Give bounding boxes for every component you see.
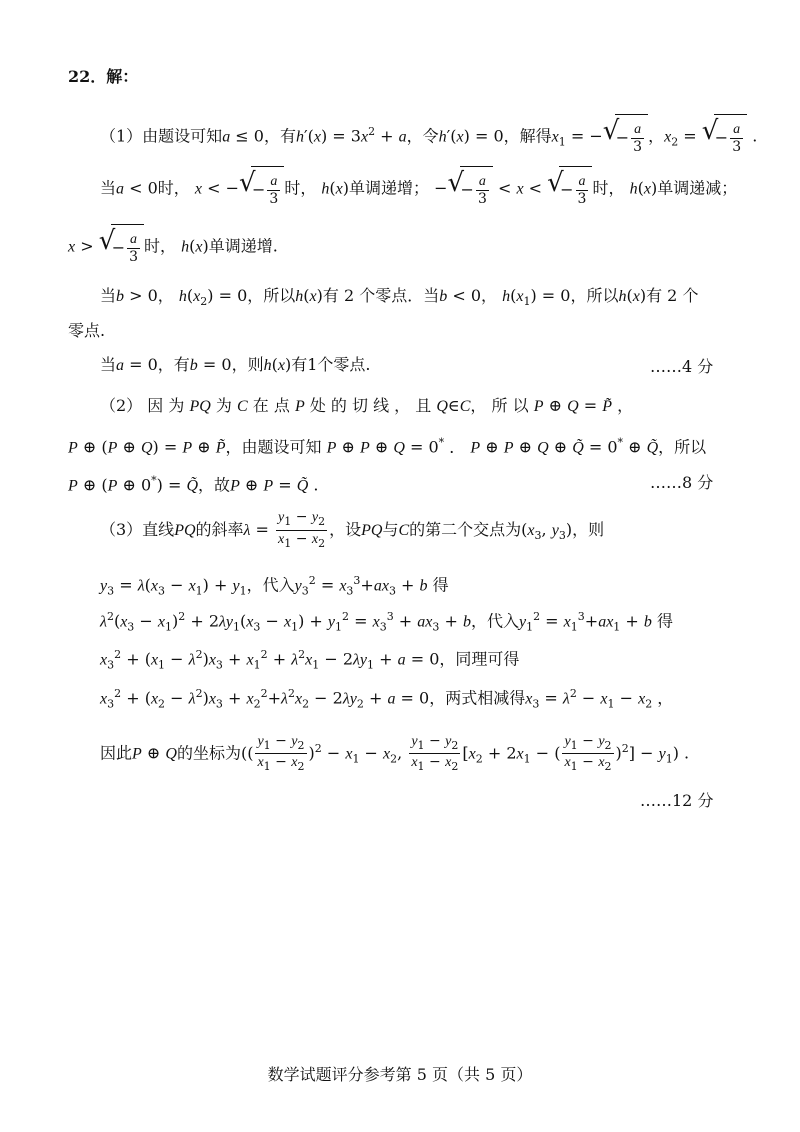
part3-line5: $x_3^2 + (x_2 - \lambda^2)x_3 + x_2^2+\lambda^2x_2 - 2\lambda y_2 + a = 0$，两式相减得$x_3 = \lambda^2 - x_1 - x_2$ ， — [100, 687, 674, 711]
score-8: ……8 分 — [650, 473, 714, 492]
page-footer: 数学试题评分参考第 5 页（共 5 页） — [267, 1065, 533, 1084]
part1-line4: 当b > 0， $h(x_2) = 0$，所以h(x)有 2 个零点．当b < 0， $h(x_1) = 0$，所以h(x)有 2 个 — [100, 286, 699, 309]
part3-line3: $\lambda^2(x_3 - x_1)^2 + 2\lambda y_1(x_3 - x_1) + y_1^2 = x_3^3 + ax_3 + b$，代入$y_1^2 = x_1^3+ax_1 + b$ 得 — [100, 610, 673, 634]
part3-line6: 因此P ⊕ Q的坐标为(( $\frac{y_1 - y_2}{x_1 - x_2}$ )$^2 - x_1 - x_2$, $\frac{y_1 - y_2}{x_1 - x_2}$ [$x_2 + 2x_1$ − ( $\frac{y_1 - y_2}{x_1 - x_2}$ )$^2] - y_1$) . — [100, 732, 690, 774]
part1-line1: （1）由题设可知a ≤ 0，有$h'(x) = 3x^2 + a$，令h′(x) = 0，解得$x_1$ = − √ − $\frac{a}{3}$ ，$x_2$ = √ − $\frac{a}{3}$ . — [100, 110, 757, 165]
part1-line3: x > √ − $\frac{a}{3}$ 时， h(x)单调递增. — [68, 224, 278, 270]
score-12: ……12 分 — [640, 791, 714, 810]
part3-line1: （3）直线PQ的斜率λ = $\frac{y_1 - y_2}{x_1 - x_2}$ ，设PQ与C的第二个交点为($x_3$, $y_3$)，则 — [100, 509, 605, 550]
part1-line5: 零点. — [68, 321, 106, 340]
part3-line2: $y_3 = \lambda(x_3 - x_1) + y_1$，代入$y_3^2 = x_3^3+ax_3 + b$ 得 — [100, 574, 449, 598]
part1-line6: 当a = 0，有b = 0，则h(x)有1个零点. — [100, 355, 371, 374]
part2-line3: P ⊕ (P ⊕ 0*) = Q̃，故P ⊕ P = Q̃ . — [68, 474, 319, 495]
score-4: ……4 分 — [650, 357, 714, 376]
part3-line4: $x_3^2 + (x_1 - \lambda^2)x_3 + x_1^2 + \lambda^2x_1 - 2\lambda y_1 + a = 0$，同理可得 — [100, 648, 520, 672]
part2-line2: P ⊕ (P ⊕ Q) = P ⊕ P̃，由题设可知 P ⊕ P ⊕ Q = 0* ． P ⊕ P ⊕ Q ⊕ Q̃ = 0* ⊕ Q̃，所以 — [68, 436, 707, 457]
problem-heading: 22．解： — [68, 67, 139, 86]
part1-line2: 当a < 0时， x < − √ − $\frac{a}{3}$ 时， h(x)单调递增； − √ − $\frac{a}{3}$ < x < √ − $\frac{a}{3}$ 时， h(x)单调递减； — [100, 166, 737, 212]
part2-line1: （2） 因 为 PQ 为 C 在 点 P 处 的 切 线 ， 且 Q∈C， 所 以 P ⊕ Q = P̃ ， — [100, 396, 634, 415]
